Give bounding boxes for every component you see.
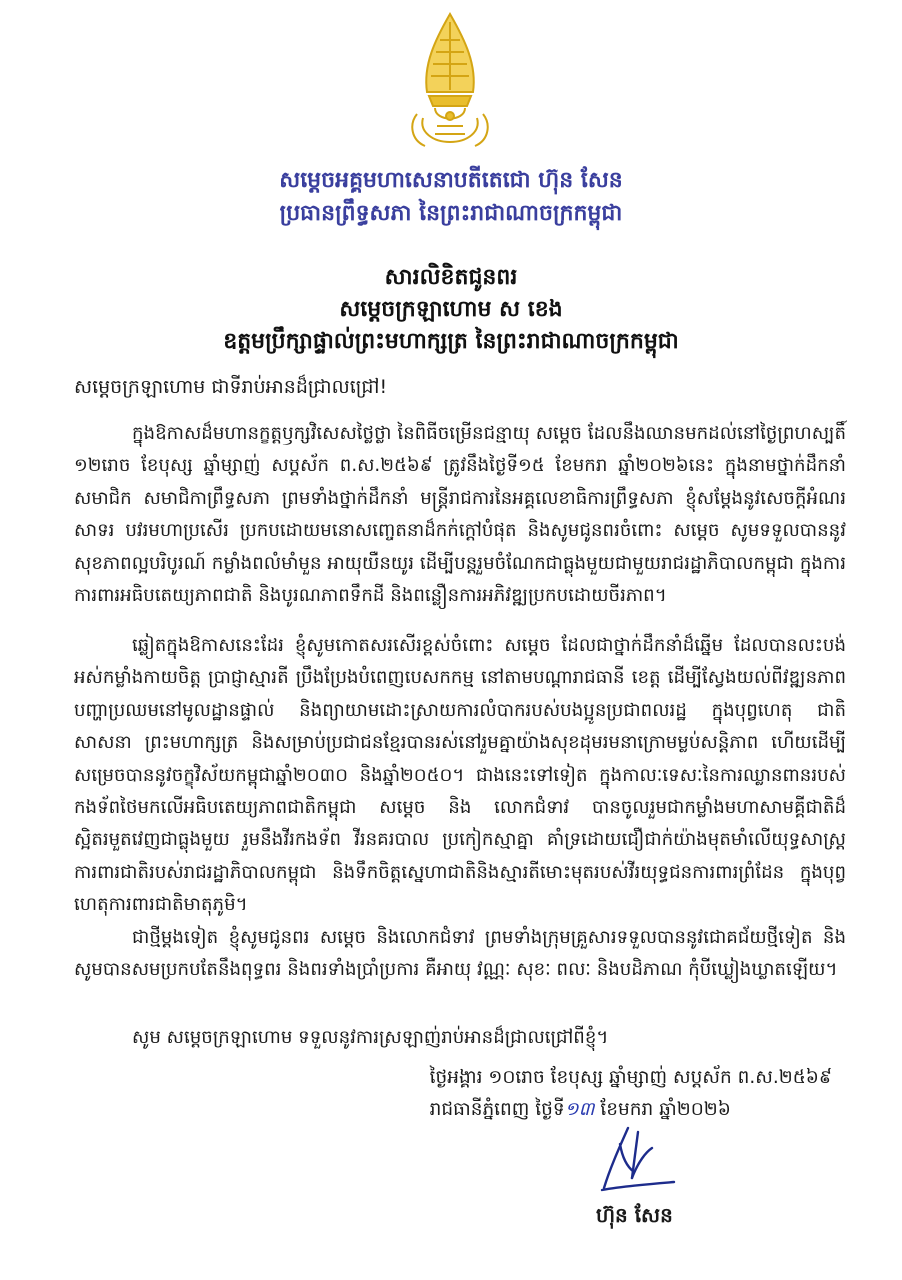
solar-date: រាជធានីភ្នំពេញ ថ្ងៃទី១៣ ខែមករា ឆ្នាំ២០២៦ — [429, 1099, 731, 1120]
paragraph-3: ជាថ្មីម្តងទៀត ខ្ញុំសូមជូនពរ សម្តេច និងលោកជំទាវ ព្រមទាំងក្រុមគ្រួសារទទួលបាននូវជោគជ័យថ្មីទៀត និងសូមបានសមប្រកបតែនឹងពុទ្ធពរ និងពរទាំងប្រាំប្រការ គឺអាយុ វណ្ណៈ សុខៈ ពលៈ និងបដិភាណ កុំបីឃ្លៀងឃ្លាតឡើយ។ — [74, 927, 846, 981]
senate-emblem-icon — [405, 10, 495, 152]
sender-name: សម្តេចអគ្គមហាសេនាបតីតេជោ ហ៊ុន សែន — [279, 168, 623, 193]
signature-icon — [598, 1122, 678, 1202]
sender-title: ប្រធានព្រឹទ្ធសភា នៃព្រះរាជាណាចក្រកម្ពុជា — [279, 201, 623, 226]
recipient-title: ឧត្តមប្រឹក្សាផ្ទាល់ព្រះមហាក្សត្រ នៃព្រះរាជាណាចក្រកម្ពុជា — [223, 329, 679, 354]
letter-title: សារលិខិតជូនពរ — [384, 265, 518, 290]
paragraph-1: ក្នុងឱកាសដ៏មហានក្ខត្តឫក្សវិសេសថ្លៃថ្លា នៃពិធីចម្រើនជន្មាយុ សម្តេច ដែលនឹងឈានមកដល់នៅថ្ងៃព្រហស្បតិ៍ ១២រោច ខែបុស្ស ឆ្នាំម្សាញ់ សប្តស័ក ព.ស.២៥៦៩ ត្រូវនឹងថ្ងៃទី១៥ ខែមករា ឆ្នាំ២០២៦នេះ ក្នុងនាមថ្នាក់ដឹកនាំ សមាជិក សមាជិកាព្រឹទ្ធសភា ព្រមទាំងថ្នាក់ដឹកនាំ មន្ត្រីរាជការនៃអគ្គលេខាធិការព្រឹទ្ធសភា ខ្ញុំសម្តែងនូវសេចក្តីអំណរសាទរ បវរមហាប្រសើរ ប្រកបដោយមនោសញ្ចេតនាដ៏កក់ក្តៅបំផុត និងសូមជូនពរចំពោះ សម្តេច សូមទទួលបាននូវសុខភាពល្អបរិបូរណ៍ កម្លាំងពលំមាំមួន អាយុយឺនយូរ ដើម្បីបន្តរួមចំណែកជាធ្លុងមួយជាមួយរាជរដ្ឋាភិបាលកម្ពុជា ក្នុងការការពារអធិបតេយ្យភាពជាតិ និងបូរណភាពទឹកដី និងពន្លឿនការអភិវឌ្ឍប្រកបដោយចីរភាព។ — [74, 423, 846, 607]
date-block — [430, 1062, 832, 1126]
handwritten-day: ១៣ — [564, 1099, 595, 1120]
lunar-date: ថ្ងៃអង្គារ ១០រោច ខែបុស្ស ឆ្នាំម្សាញ់ សប្តស័ក ព.ស.២៥៦៩ — [429, 1067, 832, 1088]
signatory-name: ហ៊ុន សែន — [596, 1203, 673, 1227]
paragraph-2: ឆ្លៀតក្នុងឱកាសនេះដែរ ខ្ញុំសូមកោតសរសើរខ្ពស់ចំពោះ សម្តេច ដែលជាថ្នាក់ដឹកនាំដ៏ឆ្នើម ដែលបានលះបង់អស់កម្លាំងកាយចិត្ត ប្រាជ្ញាស្មារតី ប្រឹងប្រែងបំពេញបេសកកម្ម នៅតាមបណ្តារាជធានី ខេត្ត ដើម្បីស្វែងយល់ពីវឌ្ឍនភាព បញ្ហាប្រឈមនៅមូលដ្ឋានផ្ទាល់ និងព្យាយាមដោះស្រាយការលំបាករបស់បងប្អូនប្រជាពលរដ្ឋ ក្នុងបុព្វហេតុ ជាតិ សាសនា ព្រះមហាក្សត្រ និងសម្រាប់ប្រជាជនខ្មែរបានរស់នៅរួមគ្នាយ៉ាងសុខដុមរមនាក្រោមម្លប់សន្តិភាព ហើយដើម្បីសម្រេចបាននូវចក្ខុវិស័យកម្ពុជាឆ្នាំ២០៣០ និងឆ្នាំ២០៥០។ ជាងនេះទៅទៀត ក្នុងកាលៈទេសៈនៃការឈ្លានពានរបស់កងទ័ពថៃមកលើអធិបតេយ្យភាពជាតិកម្ពុជា សម្តេច និង លោកជំទាវ បានចូលរួមជាកម្លាំងមហាសាមគ្គីជាតិដ៏ស្អិតរមួតវេញជាធ្លុងមួយ រួមនឹងវីរកងទ័ព វីរនគរបាល ប្រកៀកស្មាគ្នា គាំទ្រដោយជឿជាក់យ៉ាងមុតមាំលើយុទ្ធសាស្ត្រការពារជាតិរបស់រាជរដ្ឋាភិបាលកម្ពុជា និងទឹកចិត្តស្នេហាជាតិនិងស្មារតីមោះមុតរបស់វីរយុទ្ធជនការពារព្រំដែន ក្នុងបុព្វហេតុការពារជាតិមាតុភូមិ។ — [74, 635, 846, 916]
recipient-name: សម្តេចក្រឡាហោម ស ខេង — [339, 297, 563, 322]
salutation: សម្តេចក្រឡាហោម ជាទីរាប់អានដ៏ជ្រាលជ្រៅ! — [74, 376, 388, 398]
paragraph-4: សូម សម្តេចក្រឡាហោម ទទួលនូវការស្រឡាញ់រាប់អានដ៏ជ្រាលជ្រៅពីខ្ញុំ។ — [132, 1027, 609, 1048]
